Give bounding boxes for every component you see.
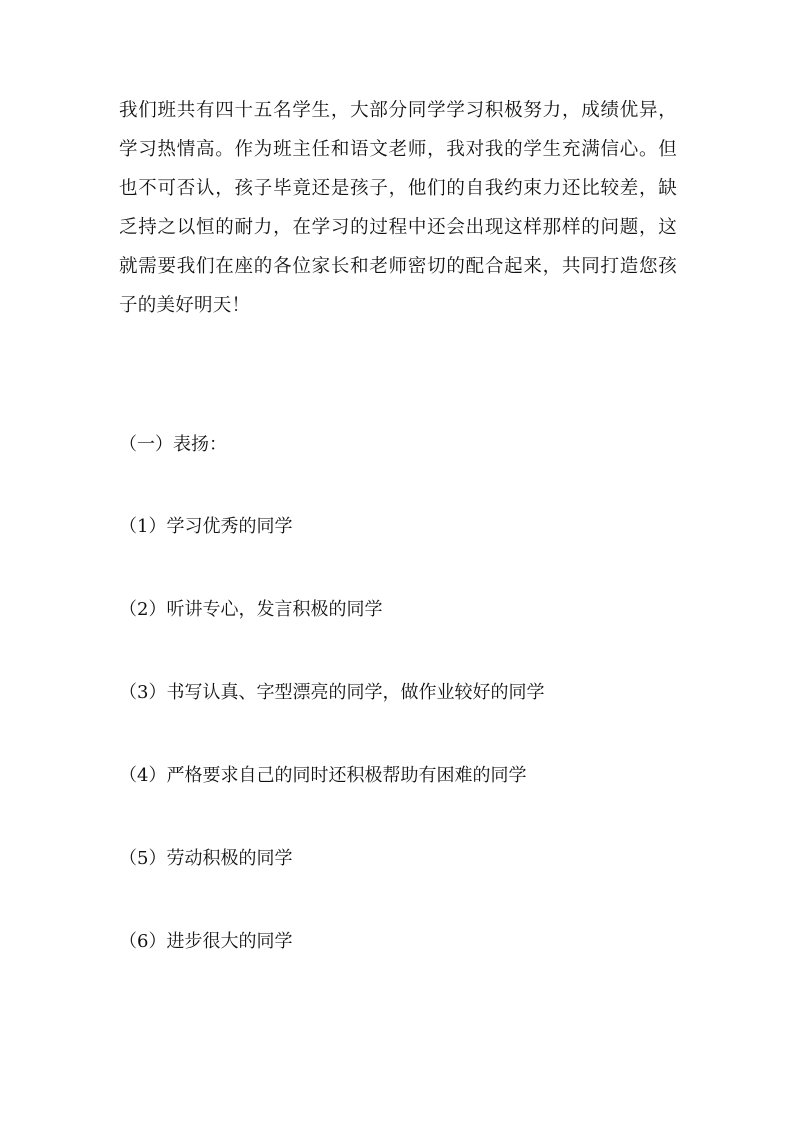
intro-paragraph: 我们班共有四十五名学生，大部分同学学习积极努力，成绩优异，学习热情高。作为班主任和语文老师，我对我的学生充满信心。但也不可否认，孩子毕竟还是孩子，他们的自我约束力还比较差，缺乏持之以恒的耐力，在学习的过程中还会出现这样那样的问题，这就需要我们在座的各位家长和老师密切的配合起来，共同打造您孩子的美好明天！ [119,100,677,316]
praise-item: （1）学习优秀的同学 [119,516,293,537]
praise-item: （3）书写认真、字型漂亮的同学，做作业较好的同学 [119,682,545,703]
section-heading: （一）表扬： [119,434,227,455]
praise-item: （5）劳动积极的同学 [119,848,293,869]
praise-item: （2）听讲专心，发言积极的同学 [119,599,383,620]
praise-item: （4）严格要求自己的同时还积极帮助有困难的同学 [119,765,527,786]
praise-item: （6）进步很大的同学 [119,931,293,952]
